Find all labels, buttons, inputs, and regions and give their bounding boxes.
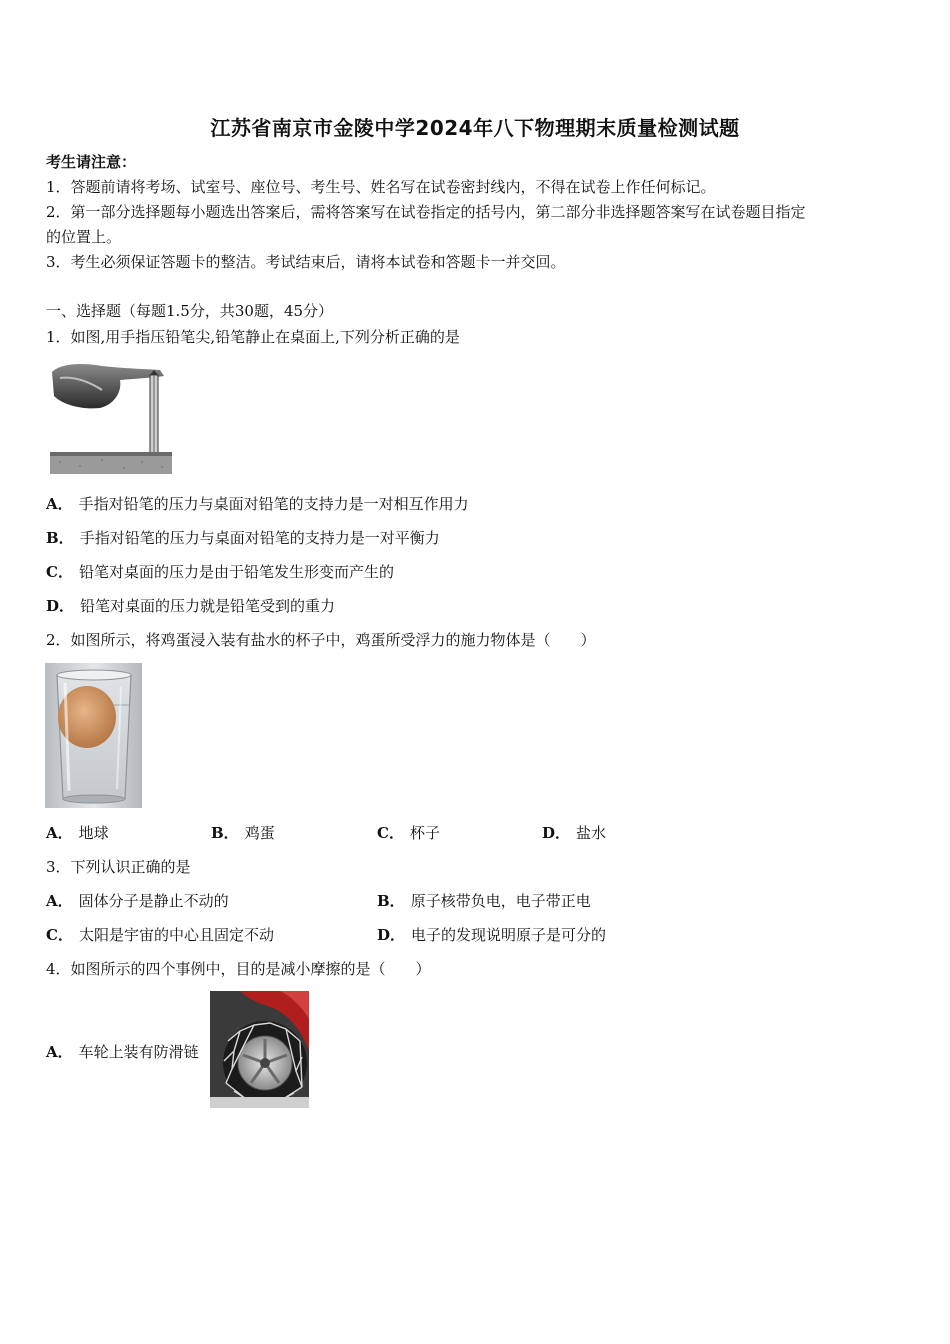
snow-chain-tire-image [210,991,309,1108]
option-text: 原子核带负电，电子带正电 [410,892,591,910]
question-4-option-a [46,1042,199,1062]
finger-pencil-image [50,360,172,474]
option-key: D． [46,597,75,615]
option-key: A． [46,1043,73,1061]
question-1-option-b [46,528,440,548]
question-1-option-d [46,596,335,616]
question-2-stem: 2．如图所示，将鸡蛋浸入装有盐水的杯子中，鸡蛋所受浮力的施力物体是（ ） [46,631,596,649]
question-2-option-b [211,823,275,843]
option-key: B． [46,529,74,547]
notice-item-3: 3．考生必须保证答题卡的整洁。考试结束后，请将本试卷和答题卡一并交回。 [46,253,566,271]
question-2-option-d [542,823,606,843]
option-key: B． [377,892,405,910]
option-text: 手指对铅笔的压力与桌面对铅笔的支持力是一对相互作用力 [78,495,469,513]
question-2-option-a [46,823,109,843]
option-text: 鸡蛋 [244,824,275,842]
option-key: D． [542,824,571,842]
option-key: C． [377,824,404,842]
option-text: 盐水 [576,824,607,842]
question-4-stem: 4．如图所示的四个事例中，目的是减小摩擦的是（ ） [46,960,431,978]
option-text: 太阳是宇宙的中心且固定不动 [78,926,274,944]
question-3-option-b [377,891,591,911]
option-text: 车轮上装有防滑链 [78,1043,199,1061]
question-1-stem: 1．如图,用手指压铅笔尖,铅笔静止在桌面上,下列分析正确的是 [46,328,460,346]
section-heading: 一、选择题（每题1.5分，共30题，45分） [46,302,334,320]
question-3-option-c [46,925,274,945]
option-key: A． [46,824,73,842]
option-key: C． [46,563,73,581]
option-key: D． [377,926,406,944]
option-text: 铅笔对桌面的压力是由于铅笔发生形变而产生的 [78,563,394,581]
option-text: 固体分子是静止不动的 [78,892,229,910]
notice-heading: 考生请注意： [46,153,137,171]
question-3-option-d [377,925,606,945]
notice-item-2-cont: 的位置上。 [46,228,122,246]
page-title: 江苏省南京市金陵中学2024年八下物理期末质量检测试题 [210,116,740,140]
option-text: 手指对铅笔的压力与桌面对铅笔的支持力是一对平衡力 [79,529,440,547]
question-1-option-c [46,562,394,582]
option-key: C． [46,926,73,944]
question-2-option-c [377,823,440,843]
question-3-stem: 3．下列认识正确的是 [46,858,191,876]
option-text: 铅笔对桌面的压力就是铅笔受到的重力 [80,597,336,615]
question-1-option-a [46,494,469,514]
question-3-option-a [46,891,229,911]
option-text: 电子的发现说明原子是可分的 [411,926,607,944]
notice-item-1: 1．答题前请将考场、试室号、座位号、考生号、姓名写在试卷密封线内，不得在试卷上作任何标记。 [46,178,716,196]
option-key: B． [211,824,239,842]
option-key: A． [46,495,73,513]
egg-in-glass-image [45,663,142,808]
option-text: 杯子 [409,824,440,842]
option-text: 地球 [78,824,109,842]
notice-item-2: 2．第一部分选择题每小题选出答案后，需将答案写在试卷指定的括号内，第二部分非选择题答案写在试卷题目指定 [46,203,806,221]
option-key: A． [46,892,73,910]
